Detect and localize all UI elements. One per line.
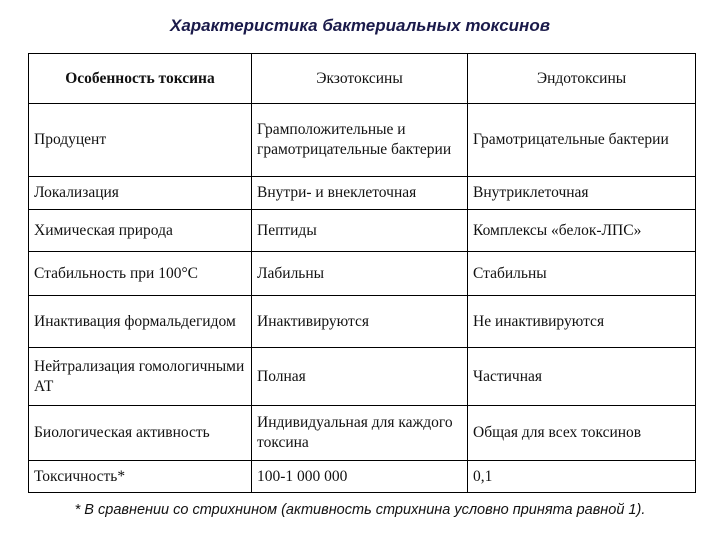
row-feature: Инактивация формальдегидом (29, 296, 252, 348)
row-endo: Не инактивируются (468, 296, 696, 348)
table-row (29, 461, 696, 493)
row-endo: Общая для всех токсинов (468, 406, 696, 461)
row-feature: Химическая природа (29, 210, 252, 252)
row-feature: Локализация (29, 177, 252, 210)
toxin-table (28, 53, 696, 493)
row-endo: 0,1 (468, 461, 696, 493)
row-exo: 100-1 000 000 (252, 461, 468, 493)
table-row (29, 177, 696, 210)
table-row (29, 296, 696, 348)
row-endo: Внутриклеточная (468, 177, 696, 210)
header-endotoxins: Эндотоксины (468, 54, 696, 104)
row-endo: Грамотрицательные бактерии (468, 104, 696, 177)
row-exo: Внутри- и внеклеточная (252, 177, 468, 210)
row-exo: Инактивируются (252, 296, 468, 348)
row-exo: Полная (252, 348, 468, 406)
table-row (29, 252, 696, 296)
table-row (29, 210, 696, 252)
row-exo: Грамположительные и грамотрицательные бактерии (252, 104, 468, 177)
row-feature: Нейтрализация гомологичными АТ (29, 348, 252, 406)
row-exo: Лабильны (252, 252, 468, 296)
row-feature: Продуцент (29, 104, 252, 177)
row-exo: Индивидуальная для каждого токсина (252, 406, 468, 461)
table-header-row (29, 54, 696, 104)
page-title: Характеристика бактериальных токсинов (170, 16, 550, 35)
header-exotoxins: Экзотоксины (252, 54, 468, 104)
header-feature: Особенность токсина (29, 54, 252, 104)
row-endo: Частичная (468, 348, 696, 406)
row-endo: Комплексы «белок-ЛПС» (468, 210, 696, 252)
footnote: * В сравнении со стрихнином (активность стрихнина условно принята равной 1). (74, 502, 646, 518)
table-row (29, 406, 696, 461)
row-feature: Токсичность* (29, 461, 252, 493)
row-feature: Стабильность при 100°С (29, 252, 252, 296)
row-feature: Биологическая активность (29, 406, 252, 461)
table-row (29, 348, 696, 406)
table-row (29, 104, 696, 177)
row-exo: Пептиды (252, 210, 468, 252)
row-endo: Стабильны (468, 252, 696, 296)
